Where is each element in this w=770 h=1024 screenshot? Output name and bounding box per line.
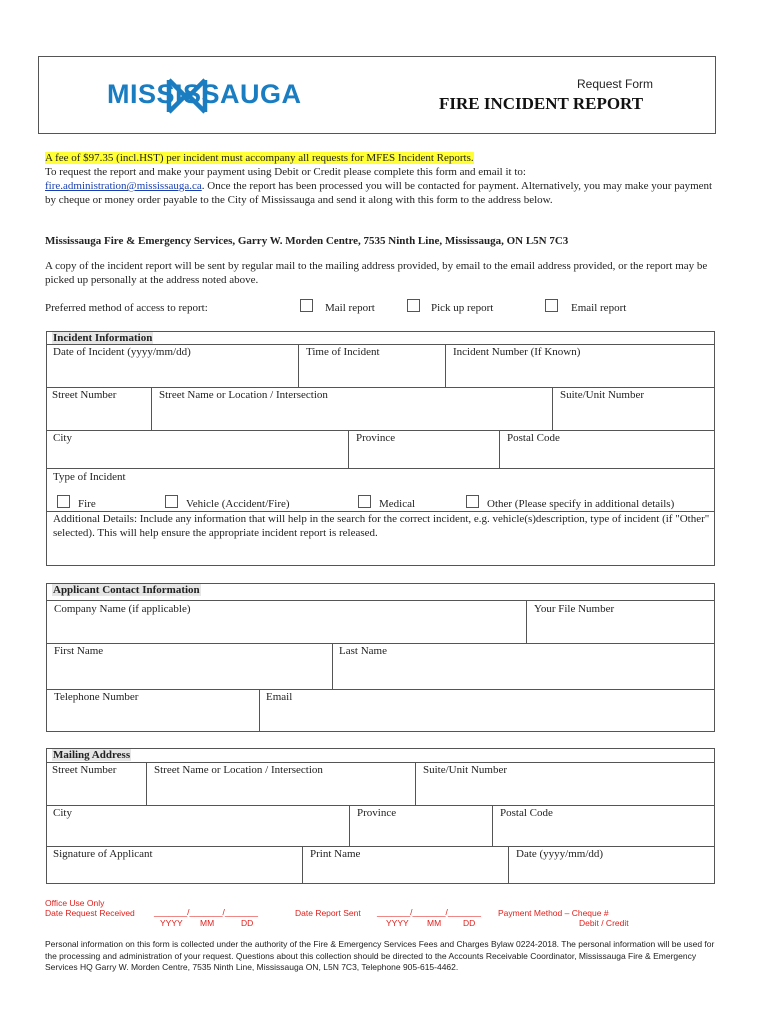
last-name-label: Last Name — [339, 645, 387, 657]
mailing-city-field[interactable] — [46, 805, 350, 847]
date-sent-blank: _______/_______/_______ — [377, 907, 481, 917]
incident-city-label: City — [53, 432, 72, 444]
payment-instructions: . Once the report has been processed you will be contacted for payment. Alternatively, you may make your payment by cheque or money order payable to the City of Mississauga and send it along with this form to the address below. — [45, 180, 713, 206]
first-name-label: First Name — [54, 645, 104, 657]
mailing-street-name-label: Street Name or Location / Intersection — [154, 764, 323, 776]
other-checkbox[interactable] — [466, 495, 479, 508]
date-of-incident-label: Date of Incident (yyyy/mm/dd) — [53, 346, 191, 358]
incident-street-name-label: Street Name or Location / Intersection — [159, 389, 328, 401]
other-label: Other (Please specify in additional details) — [487, 498, 675, 510]
incident-city-field[interactable] — [46, 430, 349, 469]
received-yyyy: YYYY — [160, 918, 183, 928]
date-sent-label: Date Report Sent — [295, 908, 361, 918]
sent-yyyy: YYYY — [386, 918, 409, 928]
pickup-report-label: Pick up report — [431, 302, 494, 314]
incident-postal-label: Postal Code — [507, 432, 560, 444]
signature-label: Signature of Applicant — [53, 848, 153, 860]
applicant-heading: Applicant Contact Information — [53, 584, 200, 596]
fire-label: Fire — [78, 498, 96, 510]
email-link[interactable]: fire.administration@mississauga.ca — [45, 180, 202, 192]
fire-checkbox[interactable] — [57, 495, 70, 508]
mail-report-label: Mail report — [325, 302, 375, 314]
mailing-city-label: City — [53, 807, 72, 819]
office-use-label: Office Use Only — [45, 898, 105, 908]
email-report-label: Email report — [571, 302, 627, 314]
mailing-province-label: Province — [357, 807, 397, 819]
received-dd: DD — [241, 918, 254, 928]
request-form-label: Request Form — [577, 77, 654, 91]
type-of-incident-label: Type of Incident — [53, 471, 126, 483]
incident-street-number-label: Street Number — [52, 389, 117, 401]
vehicle-checkbox[interactable] — [165, 495, 178, 508]
mfes-address: Mississauga Fire & Emergency Services, Garry W. Morden Centre, 7535 Ninth Line, Mississauga, ON L5N 7C3 — [45, 235, 569, 247]
copy-note: A copy of the incident report will be sent by regular mail to the mailing address provided, by email to the email address provided, or the report may be picked up personally at the address noted above. — [45, 260, 708, 286]
pickup-report-checkbox[interactable] — [407, 299, 420, 312]
incident-number-label: Incident Number (If Known) — [453, 346, 581, 358]
privacy-notice: Personal information on this form is collected under the authority of the Fire & Emergency Services Fees and Charges Bylaw 0224-2018. The personal information will be used for the processing and administration of your request. Questions about this collection should be directed to the Accounts Receivable Coordinator, Mississauga Fire & Emergency Services HQ Garry W. Morden Centre, 7535 Ninth Line, Mississauga ON, L5N 7C3, Telephone 905-615-4462. — [45, 939, 715, 972]
incident-suite-label: Suite/Unit Number — [560, 389, 645, 401]
incident-heading: Incident Information — [53, 332, 153, 344]
file-number-label: Your File Number — [534, 603, 615, 615]
email-field[interactable] — [259, 689, 715, 732]
print-name-label: Print Name — [310, 848, 361, 860]
request-instructions: To request the report and make your payment using Debit or Credit please complete this form and email it to: — [45, 166, 526, 178]
date-received-blank: _______/_______/_______ — [154, 907, 258, 917]
incident-province-label: Province — [356, 432, 396, 444]
medical-checkbox[interactable] — [358, 495, 371, 508]
preferred-method-label: Preferred method of access to report: — [45, 302, 208, 314]
telephone-label: Telephone Number — [54, 691, 139, 703]
vehicle-label: Vehicle (Accident/Fire) — [186, 498, 290, 510]
mailing-suite-label: Suite/Unit Number — [423, 764, 508, 776]
mailing-street-number-label: Street Number — [52, 764, 117, 776]
signature-date-label: Date (yyyy/mm/dd) — [516, 848, 604, 860]
received-mm: MM — [200, 918, 215, 928]
mailing-postal-label: Postal Code — [500, 807, 553, 819]
intro-text — [45, 151, 725, 207]
logo-wordmark: MISSISSAUGA — [107, 79, 302, 109]
fee-notice: A fee of $97.35 (incl.HST) per incident must accompany all requests for MFES Incident Reports. — [45, 152, 474, 164]
email-report-checkbox[interactable] — [545, 299, 558, 312]
mail-report-checkbox[interactable] — [300, 299, 313, 312]
date-received-label: Date Request Received — [45, 908, 135, 918]
medical-label: Medical — [379, 498, 416, 510]
last-name-field[interactable] — [332, 643, 715, 690]
debit-credit-label: Debit / Credit — [579, 918, 629, 928]
company-name-label: Company Name (if applicable) — [54, 603, 191, 615]
time-of-incident-label: Time of Incident — [306, 346, 380, 358]
sent-mm: MM — [427, 918, 442, 928]
email-label: Email — [266, 691, 293, 703]
mailing-heading: Mailing Address — [53, 749, 131, 761]
additional-details-label: Additional Details: Include any information that will help in the search for the correct incident, e.g. vehicle(s)description, type of incident (if "Other" selected). This will help ensure the appropriate incident report is released. — [53, 513, 710, 539]
page-title: FIRE INCIDENT REPORT — [439, 94, 644, 113]
payment-method-label: Payment Method – Cheque # — [498, 908, 609, 918]
sent-dd: DD — [463, 918, 476, 928]
